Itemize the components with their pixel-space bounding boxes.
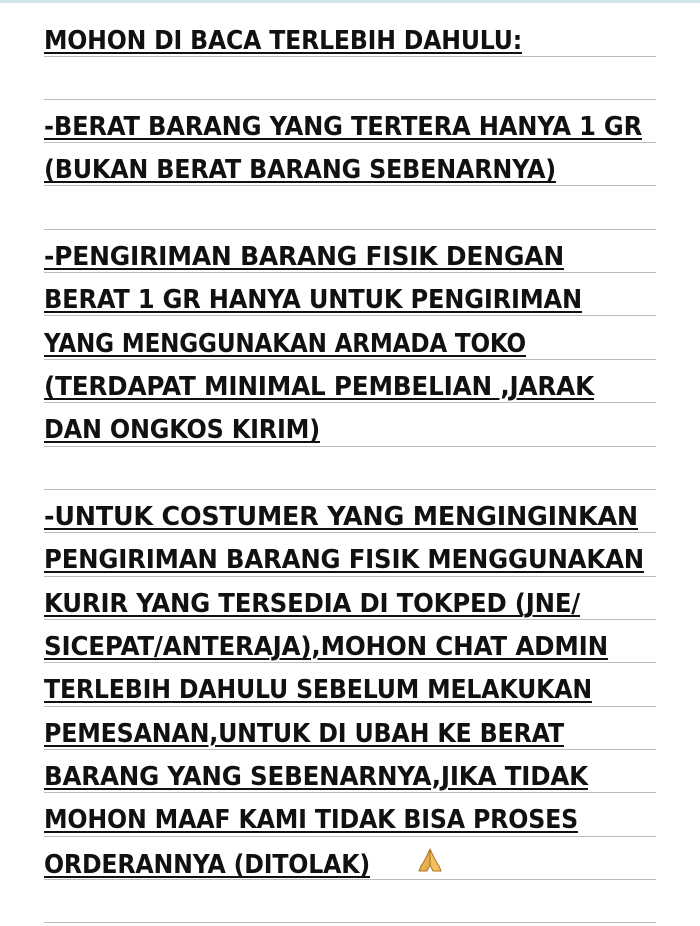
note-line: SICEPAT/ANTERAJA),MOHON CHAT ADMIN: [44, 632, 608, 662]
note-line: YANG MENGGUNAKAN ARMADA TOKO: [44, 329, 527, 359]
note-line: (TERDAPAT MINIMAL PEMBELIAN ,JARAK: [44, 372, 595, 402]
note-line: -PENGIRIMAN BARANG FISIK DENGAN: [44, 242, 564, 272]
note-line: DAN ONGKOS KIRIM): [44, 415, 320, 445]
note-line: KURIR YANG TERSEDIA DI TOKPED (JNE/: [44, 589, 581, 619]
ruled-line: [44, 229, 656, 230]
ruled-line: [44, 922, 656, 923]
note-line: MOHON MAAF KAMI TIDAK BISA PROSES: [44, 805, 578, 835]
note-line: BERAT 1 GR HANYA UNTUK PENGIRIMAN: [44, 285, 583, 315]
ruled-line: [44, 489, 656, 490]
note-line: PEMESANAN,UNTUK DI UBAH KE BERAT: [44, 719, 564, 749]
ruled-line: [44, 99, 656, 100]
note-line: PENGIRIMAN BARANG FISIK MENGGUNAKAN: [44, 545, 645, 575]
folded-hands-icon: [415, 845, 445, 886]
note-line: (BUKAN BERAT BARANG SEBENARNYA): [44, 155, 556, 185]
note-line: -BERAT BARANG YANG TERTERA HANYA 1 GR: [44, 112, 643, 142]
note-heading: MOHON DI BACA TERLEBIH DAHULU:: [44, 26, 523, 56]
note-line: ORDERANNYA (DITOLAK): [44, 845, 445, 883]
note-line: BARANG YANG SEBENARNYA,JIKA TIDAK: [44, 762, 588, 792]
note-line: TERLEBIH DAHULU SEBELUM MELAKUKAN: [44, 675, 592, 705]
note-line: -UNTUK COSTUMER YANG MENGINGINKAN: [44, 502, 639, 532]
